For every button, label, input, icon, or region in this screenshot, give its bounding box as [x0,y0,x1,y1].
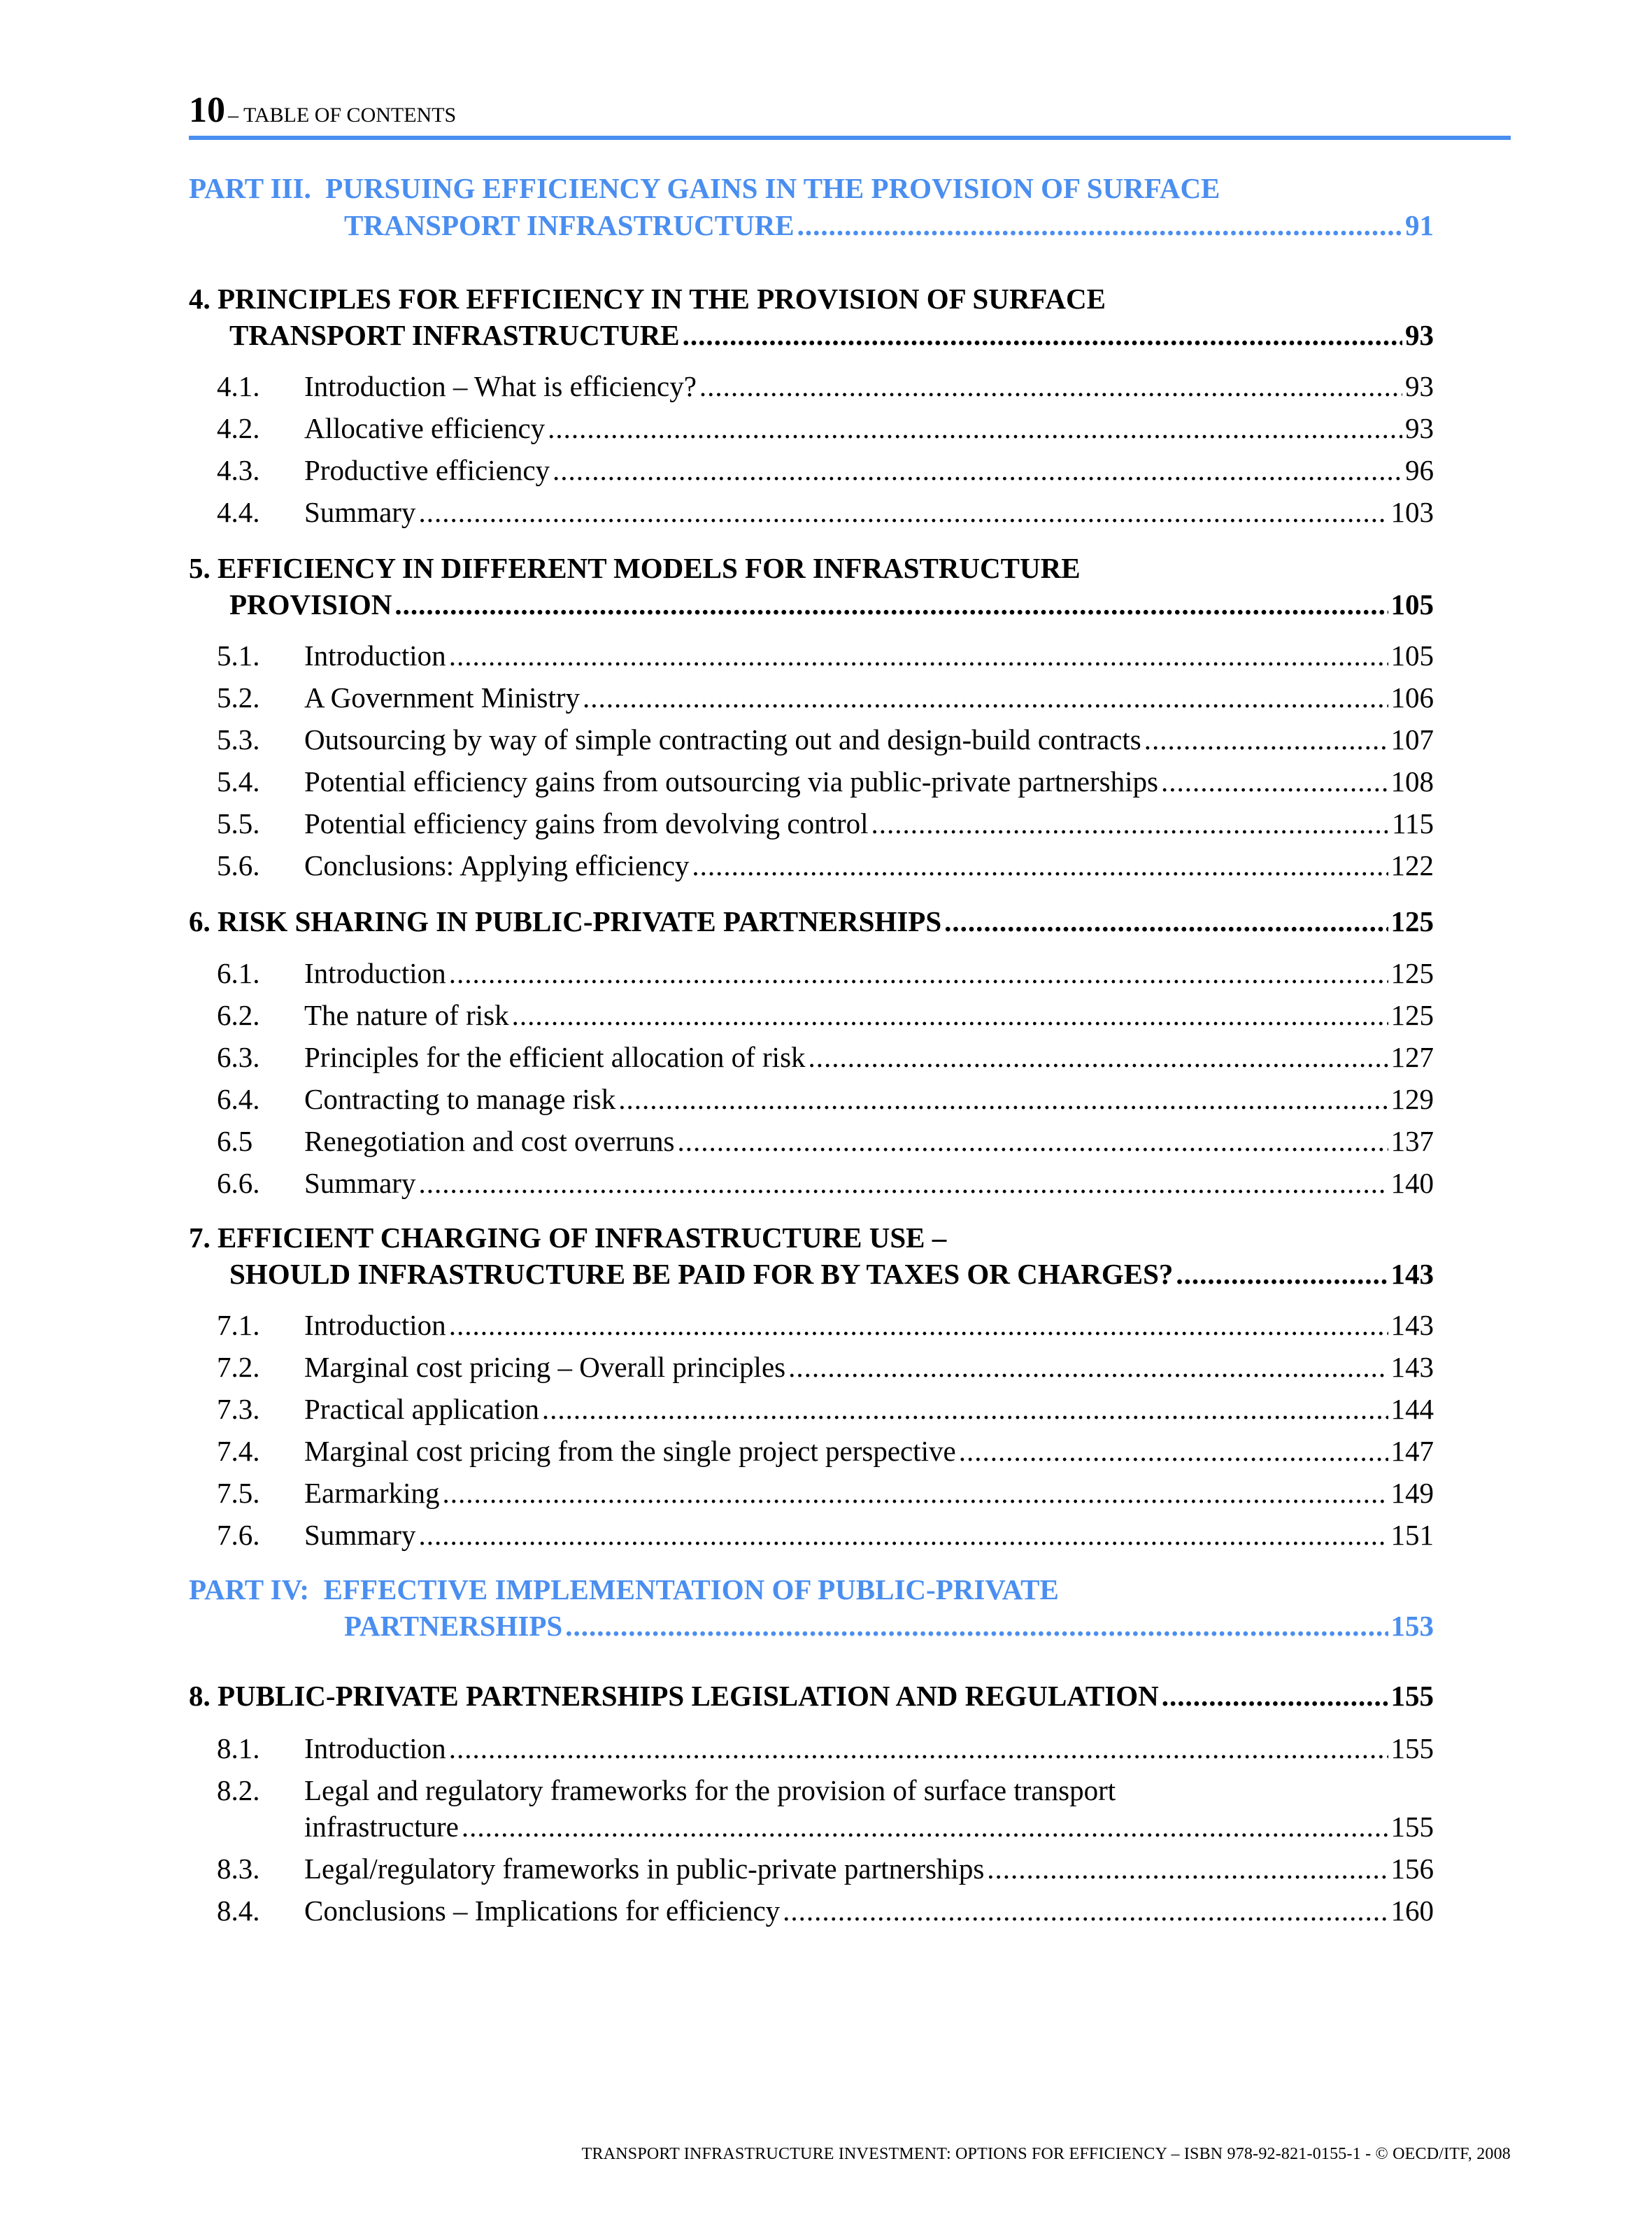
toc-chapter-4[interactable] [189,278,1434,319]
dot-leader [548,408,1402,448]
entry-page: 137 [1390,1125,1434,1157]
toc-chapter-4-cont[interactable] [189,315,1434,355]
dot-leader [449,635,1388,676]
entry-title: Legal and regulatory frameworks for the provision of surface transport [304,1774,1116,1806]
chapter-5-title-1: 5. EFFICIENCY IN DIFFERENT MODELS FOR INFRASTRUCTURE [189,552,1081,584]
entry-title: Introduction [304,957,446,989]
entry-title: Potential efficiency gains from devolving control [304,807,869,840]
toc-chapter-7[interactable] [189,1217,1434,1258]
entry-title: Summary [304,1519,416,1551]
entry-title: Introduction [304,1732,446,1764]
dot-leader [512,995,1388,1035]
entry-page: 96 [1405,454,1434,486]
entry-title: Conclusions – Implications for efficiency [304,1894,781,1927]
entry-number: 5.5. [217,807,260,840]
chapter-7-page: 143 [1390,1258,1434,1290]
dot-leader [418,1163,1388,1203]
dot-leader [618,1079,1388,1119]
dot-leader [809,1037,1388,1077]
chapter-8-page: 155 [1390,1680,1434,1712]
entry-title: Potential efficiency gains from outsourcing via public-private partnerships [304,765,1158,798]
entry-title: A Government Ministry [304,681,581,714]
dot-leader [443,1473,1388,1513]
entry-page: 127 [1390,1041,1434,1073]
chapter-7-title-2: SHOULD INFRASTRUCTURE BE PAID FOR BY TAXES OR CHARGES? [229,1258,1174,1290]
entry-page: 105 [1390,639,1434,672]
entry-number: 6.5 [217,1125,253,1157]
entry-number: 7.6. [217,1519,260,1551]
page-number: 10 [189,90,225,130]
header-rule [189,136,1511,140]
entry-page: 156 [1390,1853,1434,1885]
entry-number: 8.2. [217,1774,260,1806]
entry-number: 5.2. [217,681,260,714]
entry-number: 7.5. [217,1477,260,1509]
entry-page: 140 [1390,1167,1434,1199]
entry-title: Introduction – What is efficiency? [304,370,697,402]
dot-leader [797,205,1402,246]
entry-title: Conclusions: Applying efficiency [304,849,690,881]
toc-chapter-5-cont[interactable] [189,584,1434,625]
dot-leader [987,1848,1388,1889]
entry-page: 160 [1390,1894,1434,1927]
entry-title: Allocative efficiency [304,412,546,444]
entry-page: 143 [1390,1309,1434,1341]
page-footer: TRANSPORT INFRASTRUCTURE INVESTMENT: OPTIONS FOR EFFICIENCY – ISBN 978-92-821-0155-1 - © OECD/ITF, 2008 [581,2145,1511,2163]
entry-page: 103 [1390,496,1434,528]
part-3-title-1: PURSUING EFFICIENCY GAINS IN THE PROVISION OF SURFACE [325,172,1220,204]
entry-number: 7.3. [217,1393,260,1425]
chapter-8-title: 8. PUBLIC-PRIVATE PARTNERSHIPS LEGISLATION AND REGULATION [189,1680,1159,1712]
chapter-4-title-1: 4. PRINCIPLES FOR EFFICIENCY IN THE PROVISION OF SURFACE [189,283,1106,315]
toc-chapter-6[interactable] [189,901,1434,942]
entry-title: Outsourcing by way of simple contracting out and design-build contracts [304,723,1141,756]
entry-title-cont: infrastructure [304,1811,459,1843]
entry-page: 129 [1390,1083,1434,1115]
entry-page: 107 [1390,723,1434,756]
dot-leader [788,1347,1388,1387]
entry-title: Introduction [304,639,446,672]
entry-page: 155 [1390,1732,1434,1764]
chapter-5-page: 105 [1390,588,1434,621]
dot-leader [871,803,1390,844]
entry-page: 147 [1390,1435,1434,1467]
entry-number: 7.4. [217,1435,260,1467]
entry-number: 5.4. [217,765,260,798]
entry-page: 93 [1405,370,1434,402]
dot-leader [542,1389,1388,1429]
entry-number: 5.3. [217,723,260,756]
toc-part-3[interactable] [189,168,1434,208]
chapter-4-page: 93 [1405,319,1434,351]
toc-chapter-7-cont[interactable] [189,1254,1434,1294]
entry-title: Introduction [304,1309,446,1341]
entry-number: 6.3. [217,1041,260,1073]
entry-page: 144 [1390,1393,1434,1425]
dot-leader [1162,1676,1388,1716]
part-3-line-1 [189,168,1434,208]
entry-number: 7.2. [217,1351,260,1383]
dot-leader [565,1606,1388,1646]
part-4-line-1 [189,1569,1434,1610]
entry-number: 6.6. [217,1167,260,1199]
entry-number: 6.1. [217,957,260,989]
entry-number: 8.1. [217,1732,260,1764]
entry-title: Practical application [304,1393,539,1425]
entry-number: 8.4. [217,1894,260,1927]
dot-leader [449,1305,1388,1345]
entry-title: Summary [304,1167,416,1199]
chapter-6-title: 6. RISK SHARING IN PUBLIC-PRIVATE PARTNERSHIPS [189,905,942,937]
dot-leader [583,677,1388,718]
entry-number: 4.1. [217,370,260,402]
entry-title: Summary [304,496,416,528]
dot-leader [418,492,1388,532]
entry-number: 6.4. [217,1083,260,1115]
part-4-title-2: PARTNERSHIPS [344,1610,563,1642]
entry-page: 125 [1390,957,1434,989]
entry-title: The nature of risk [304,999,509,1031]
entry-number: 4.3. [217,454,260,486]
entry-number: 6.2. [217,999,260,1031]
entry-page: 108 [1390,765,1434,798]
dot-leader [1161,761,1388,802]
entry-number: 4.4. [217,496,260,528]
dot-leader [1144,719,1388,760]
chapter-7-title-1: 7. EFFICIENT CHARGING OF INFRASTRUCTURE USE – [189,1221,947,1254]
entry-number: 5.6. [217,849,260,881]
dot-leader [677,1121,1388,1161]
dot-leader [449,953,1388,993]
entry-number: 8.3. [217,1853,260,1885]
dot-leader [462,1806,1388,1847]
toc-part-4-cont[interactable] [189,1606,1434,1646]
entry-page: 125 [1390,999,1434,1031]
part-4-title-1: EFFECTIVE IMPLEMENTATION OF PUBLIC-PRIVATE [323,1573,1059,1606]
entry-number: 5.1. [217,639,260,672]
toc-part-4[interactable] [189,1569,1434,1610]
entry-page: 143 [1390,1351,1434,1383]
entry-number: 4.2. [217,412,260,444]
part-4-page: 153 [1390,1610,1434,1642]
entry-page: 149 [1390,1477,1434,1509]
part-3-label: PART III. [189,172,311,204]
toc-chapter-8[interactable] [189,1676,1434,1716]
dot-leader [1176,1254,1388,1294]
toc-chapter-5[interactable] [189,548,1434,588]
entry-number: 7.1. [217,1309,260,1341]
entry-title: Renegotiation and cost overruns [304,1125,675,1157]
entry-title: Principles for the efficient allocation of risk [304,1041,806,1073]
dot-leader [449,1728,1388,1769]
chapter-5-title-2: PROVISION [229,588,392,621]
dot-leader [683,315,1402,355]
entry-title: Earmarking [304,1477,440,1509]
chapter-6-page: 125 [1390,905,1434,937]
page-header [189,90,1511,131]
dot-leader [959,1431,1388,1471]
toc-part-3-cont[interactable] [189,205,1434,246]
entry-page: 115 [1392,807,1434,840]
dot-leader [553,450,1402,490]
dot-leader [783,1890,1388,1931]
part-3-title-2: TRANSPORT INFRASTRUCTURE [344,209,795,241]
dot-leader [418,1515,1388,1555]
entry-title: Contracting to manage risk [304,1083,616,1115]
chapter-4-title-2: TRANSPORT INFRASTRUCTURE [229,319,680,351]
entry-page: 155 [1390,1811,1434,1843]
running-title: – TABLE OF CONTENTS [228,104,457,127]
dot-leader [394,584,1388,625]
part-4-label: PART IV: [189,1573,310,1606]
entry-title: Marginal cost pricing – Overall principles [304,1351,786,1383]
entry-page: 106 [1390,681,1434,714]
entry-page: 93 [1405,412,1434,444]
entry-title: Productive efficiency [304,454,550,486]
dot-leader [944,901,1388,942]
part-3-page: 91 [1405,209,1434,241]
entry-title: Legal/regulatory frameworks in public-private partnerships [304,1853,985,1885]
entry-title: Marginal cost pricing from the single project perspective [304,1435,956,1467]
dot-leader [692,845,1388,886]
dot-leader [699,366,1402,406]
entry-page: 151 [1390,1519,1434,1551]
entry-page: 122 [1390,849,1434,881]
